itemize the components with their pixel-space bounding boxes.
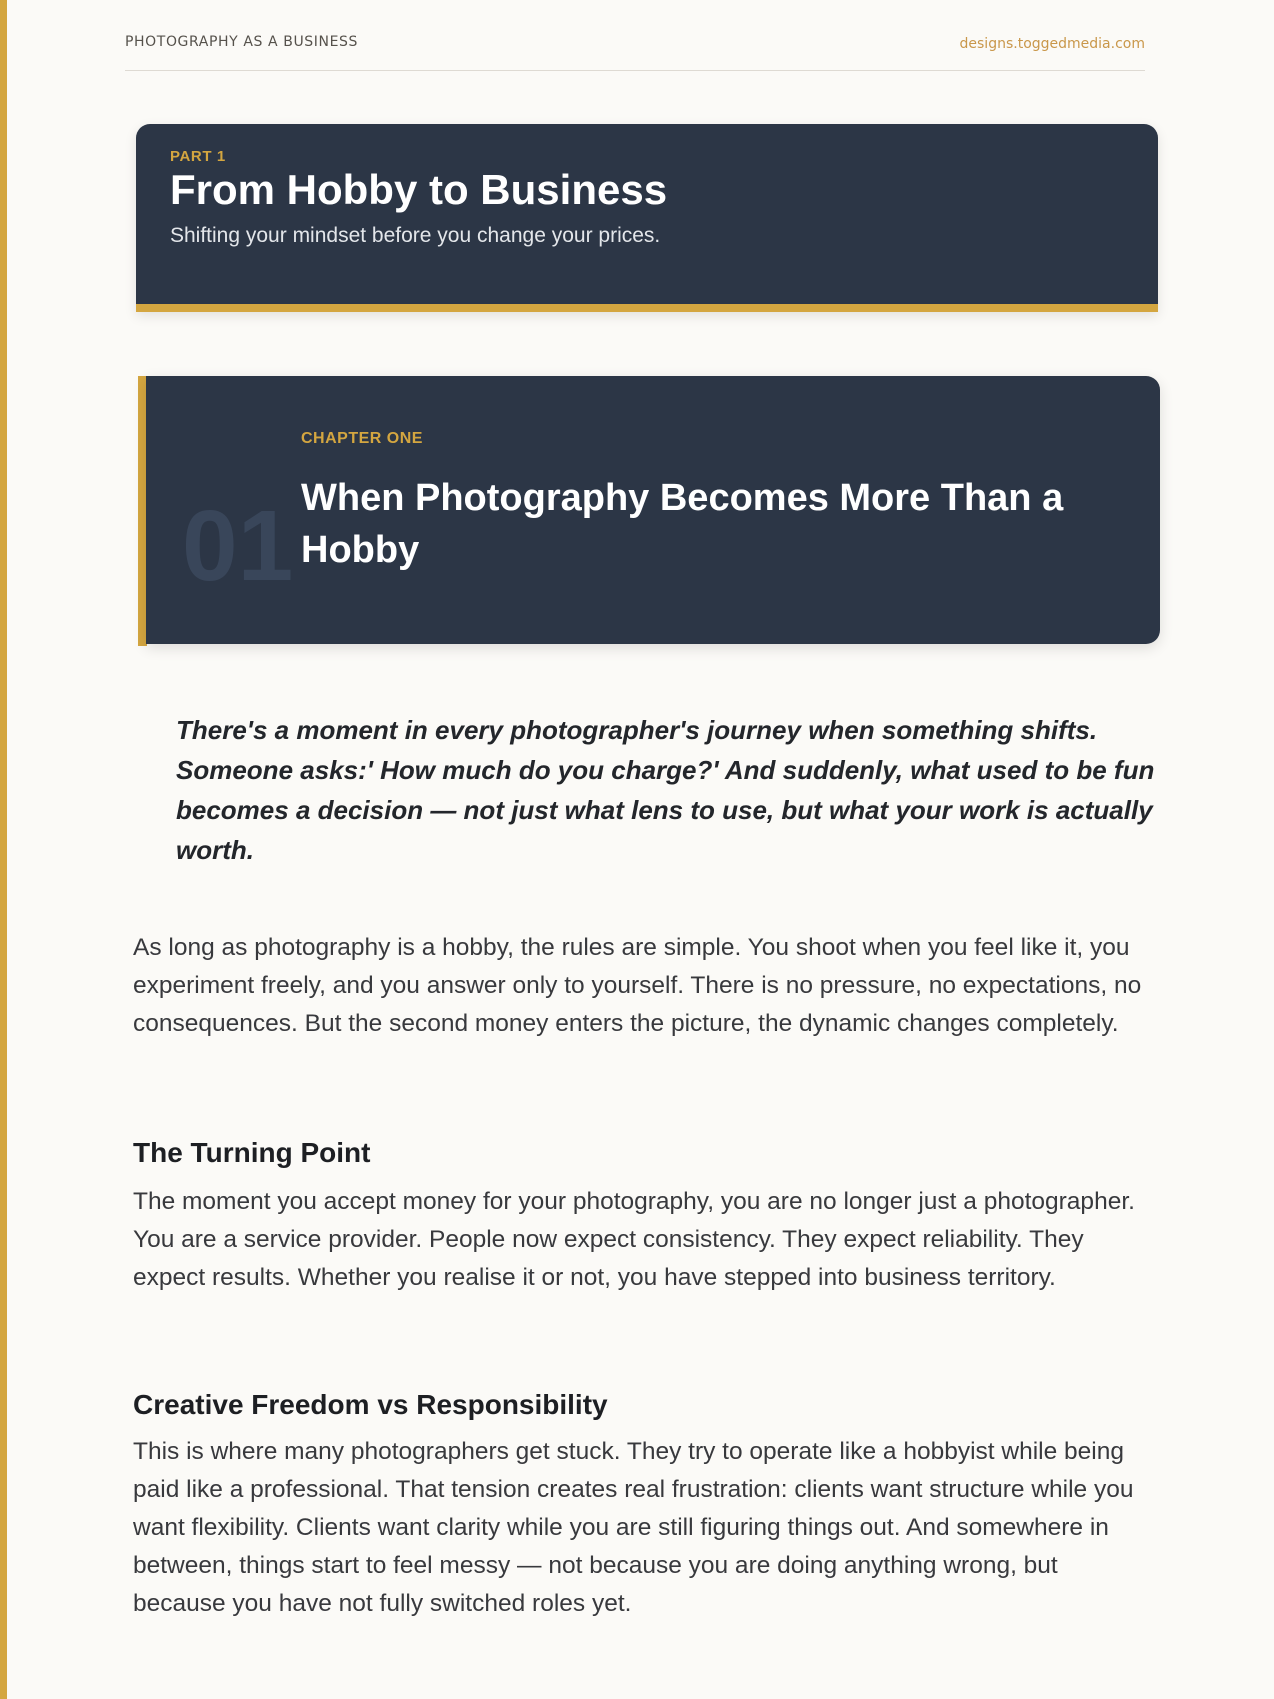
section-heading-turning-point: The Turning Point bbox=[133, 1137, 371, 1168]
section-heading-creative-freedom: Creative Freedom vs Responsibility bbox=[133, 1389, 608, 1420]
pull-quote: There's a moment in every photographer's journey when something shifts. Someone asks:' How much do you charge?' And suddenly, what used to be fun becomes a decision — not just what lens to use, but what your work is actually worth. bbox=[176, 715, 1155, 865]
section-body-turning-point: The moment you accept money for your photography, you are no longer just a photographer. You are a service provider. People now expect consistency. They expect reliability. They expect results. Whether you realise it or not, you have stepped into business territory. bbox=[133, 1188, 1135, 1291]
chapter-title: When Photography Becomes More Than a Hobby bbox=[301, 477, 1064, 571]
chapter-number: 01 bbox=[182, 490, 294, 602]
running-header bbox=[125, 32, 1145, 71]
part-label: PART 1 bbox=[170, 148, 226, 165]
chapter-card bbox=[146, 376, 1160, 644]
part-banner-underline bbox=[136, 304, 1158, 312]
chapter-label: CHAPTER ONE bbox=[301, 430, 423, 447]
running-header-title: PHOTOGRAPHY AS A BUSINESS bbox=[125, 34, 359, 50]
running-header-site: designs.toggedmedia.com bbox=[959, 36, 1145, 52]
left-accent-rule bbox=[0, 0, 7, 1699]
part-subtitle: Shifting your mindset before you change your prices. bbox=[170, 224, 661, 247]
part-banner bbox=[136, 124, 1158, 312]
intro-paragraph: As long as photography is a hobby, the rules are simple. You shoot when you feel like it, you experiment freely, and you answer only to yourself. There is no pressure, no expectations, no consequences. But the second money enters the picture, the dynamic changes completely. bbox=[133, 934, 1142, 1037]
part-title: From Hobby to Business bbox=[170, 166, 668, 213]
section-body-creative-freedom: This is where many photographers get stuck. They try to operate like a hobbyist while being paid like a professional. That tension creates real frustration: clients want structure while you want flexibility. Clients want clarity while you are still figuring things out. And somewhere in between, things start to feel messy — not because you are doing anything wrong, but because you have not fully switched roles yet. bbox=[133, 1438, 1134, 1617]
